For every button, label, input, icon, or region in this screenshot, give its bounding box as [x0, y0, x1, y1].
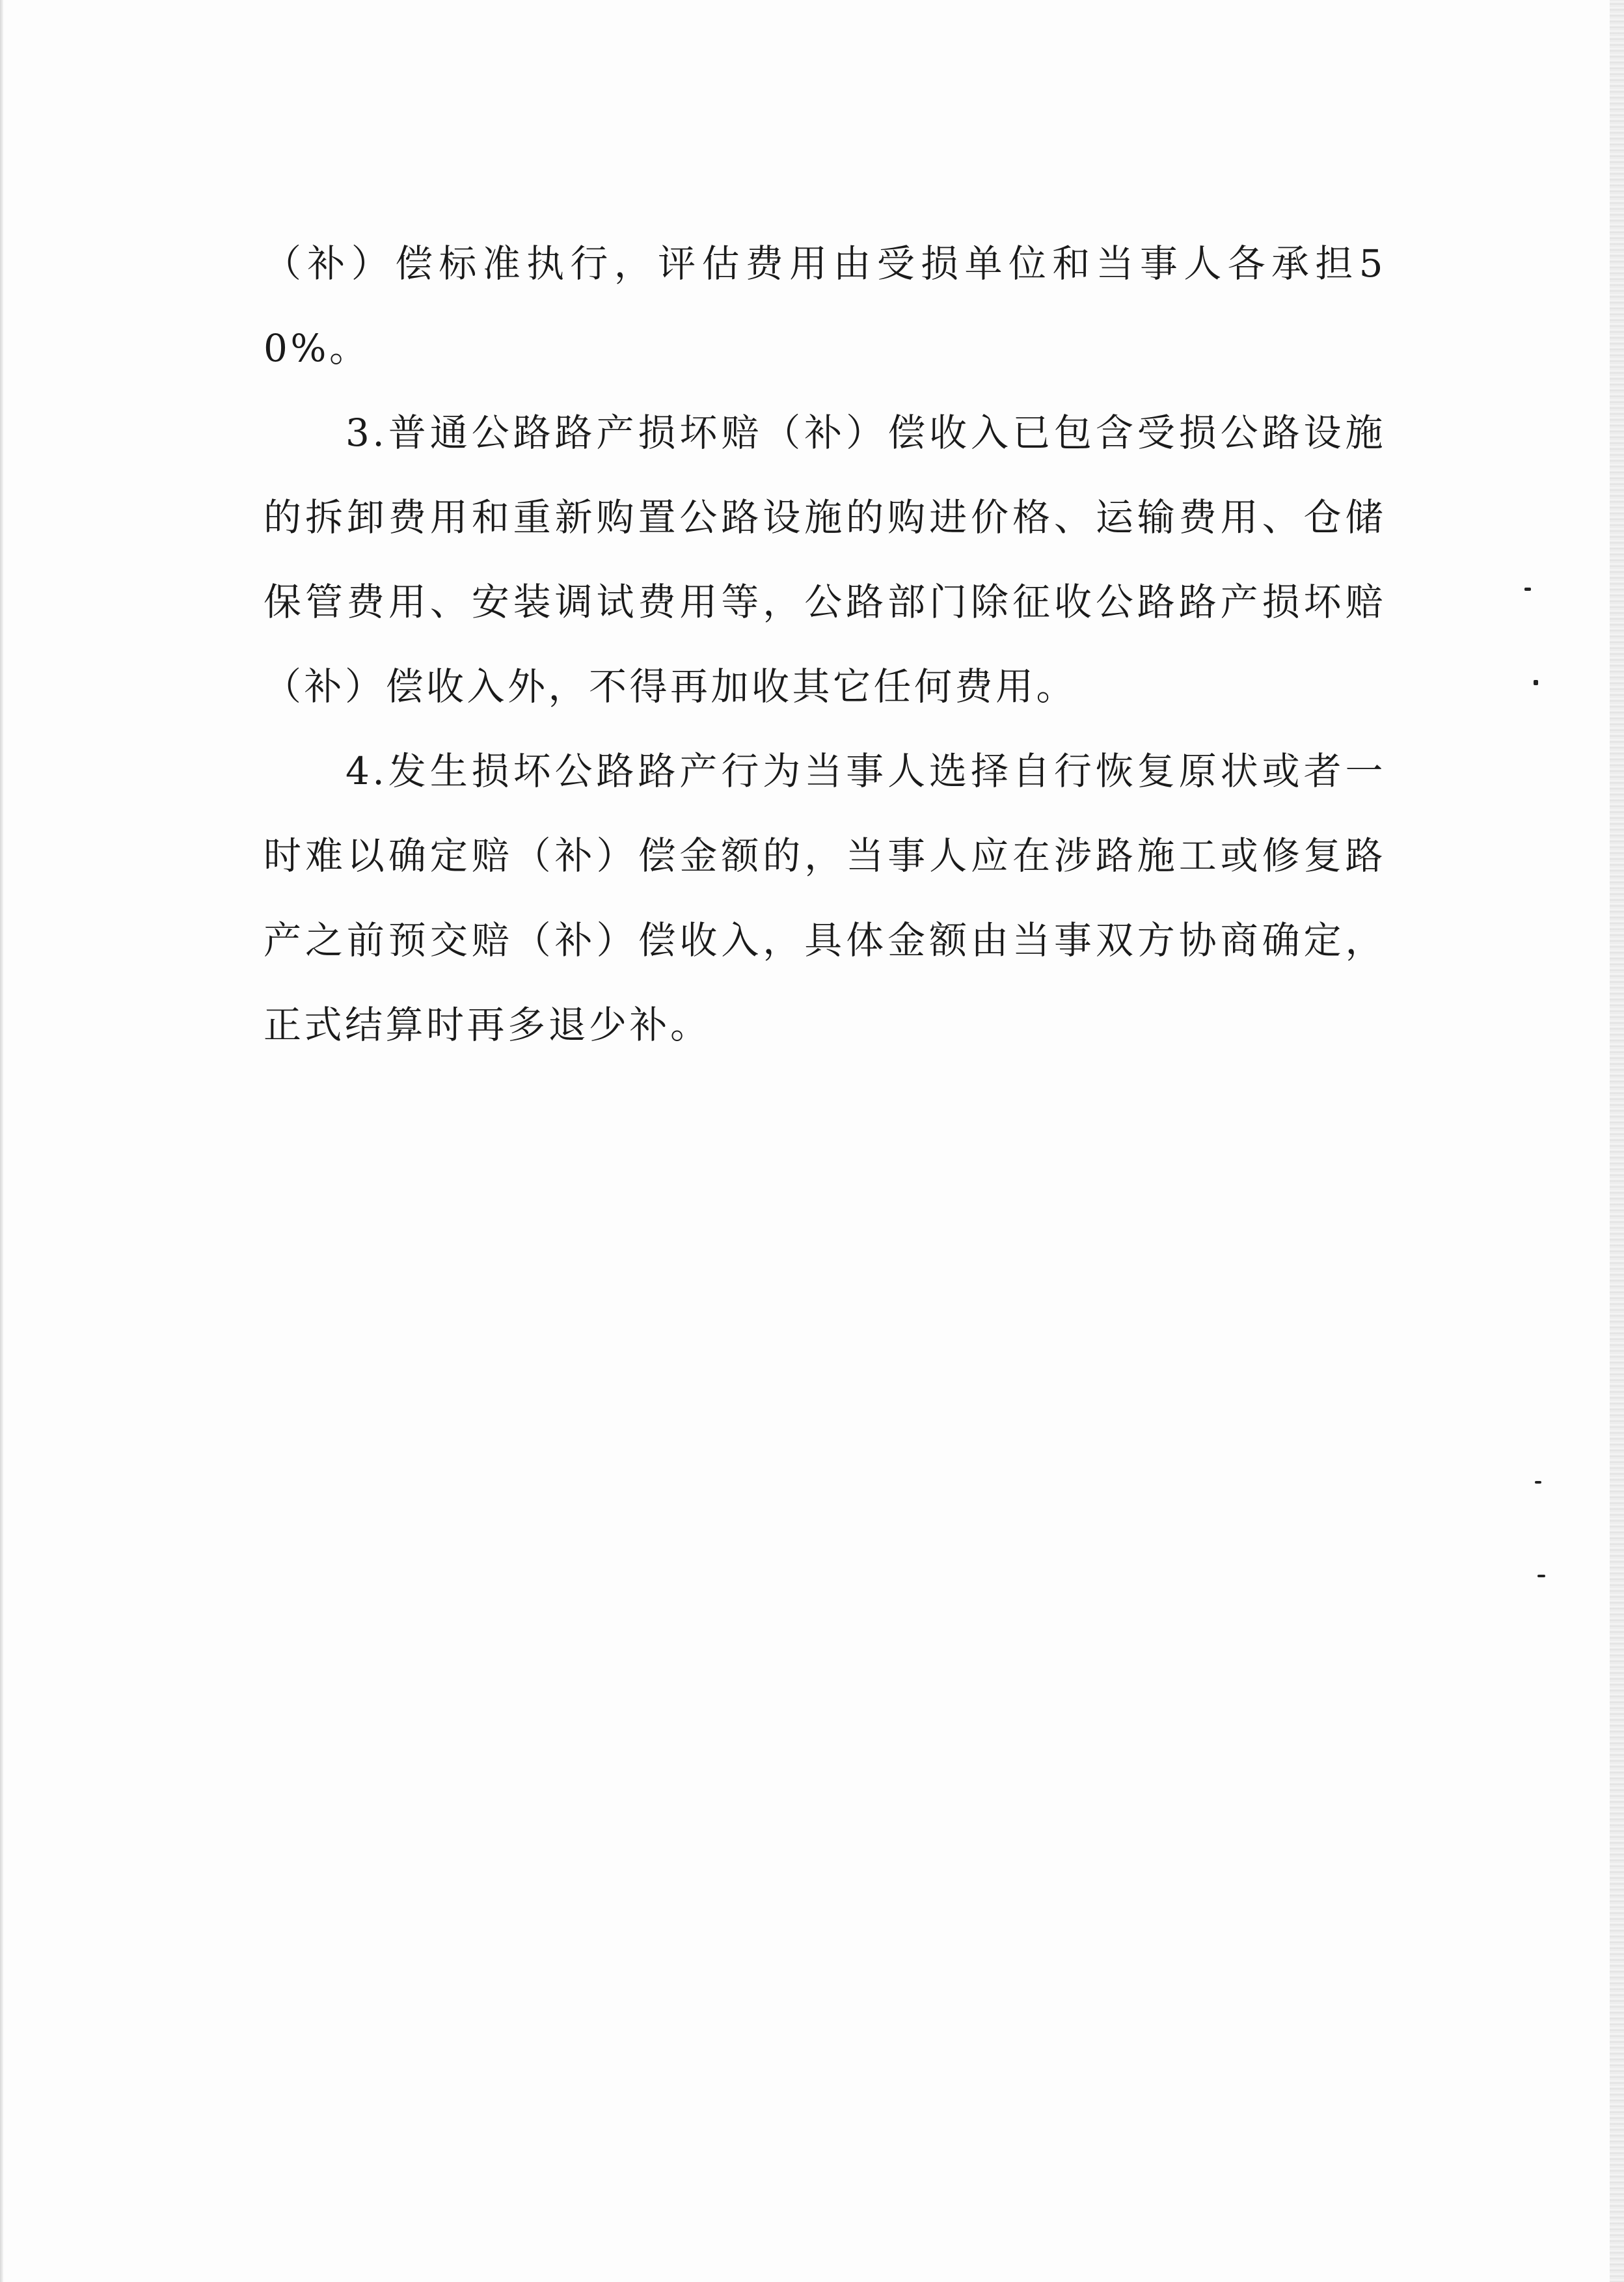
scan-speck	[1535, 1481, 1541, 1484]
scan-speck	[1534, 680, 1538, 685]
scan-speck	[1524, 588, 1531, 591]
scan-speck	[1537, 1575, 1545, 1577]
body-text	[264, 221, 1386, 1067]
scan-right-edge	[1610, 0, 1624, 2282]
scan-left-edge	[0, 0, 3, 2282]
paragraph-item-3: 3.普通公路路产损坏赔（补）偿收入已包含受损公路设施的拆卸费用和重新购置公路设施的购进价格、运输费用、仓储保管费用、安装调试费用等，公路部门除征收公路路产损坏赔（补）偿收入外，不得再加收其它任何费用。	[264, 411, 1386, 709]
paragraph-continuation: （补）偿标准执行，评估费用由受损单位和当事人各承担50%。	[264, 241, 1386, 370]
paragraph-item-4: 4.发生损坏公路路产行为当事人选择自行恢复原状或者一时难以确定赔（补）偿金额的，当事人应在涉路施工或修复路产之前预交赔（补）偿收入，具体金额由当事双方协商确定，正式结算时再多退少补。	[264, 749, 1386, 1047]
